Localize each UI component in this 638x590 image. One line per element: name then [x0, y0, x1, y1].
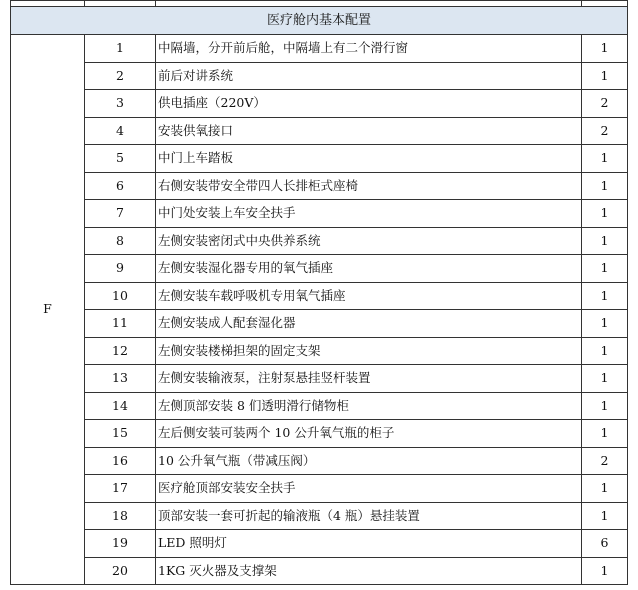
- table-row: [11, 172, 628, 200]
- item-description: 10 公升氧气瓶（带减压阀）: [156, 447, 582, 475]
- row-number: 12: [85, 337, 156, 365]
- table-row: [11, 337, 628, 365]
- table-row: [11, 62, 628, 90]
- item-quantity: 1: [582, 310, 628, 338]
- row-number: 19: [85, 530, 156, 558]
- item-description: 中门处安装上车安全扶手: [156, 200, 582, 228]
- item-description: 左侧安装输液泵，注射泵悬挂竖杆装置: [156, 365, 582, 393]
- table-row: [11, 282, 628, 310]
- row-number: 5: [85, 145, 156, 173]
- row-number: 1: [85, 35, 156, 63]
- row-number: 11: [85, 310, 156, 338]
- config-table: [10, 0, 628, 585]
- table-row: [11, 530, 628, 558]
- item-description: 医疗舱顶部安装安全扶手: [156, 475, 582, 503]
- item-description: 前后对讲系统: [156, 62, 582, 90]
- table-row: [11, 310, 628, 338]
- item-description: 安装供氧接口: [156, 117, 582, 145]
- item-description: 中门上车踏板: [156, 145, 582, 173]
- item-quantity: 1: [582, 200, 628, 228]
- item-description: 右侧安装带安全带四人长排柜式座椅: [156, 172, 582, 200]
- row-number: 3: [85, 90, 156, 118]
- item-description: 左侧顶部安装 8 们透明滑行储物柜: [156, 392, 582, 420]
- table-row: [11, 557, 628, 585]
- section-header-row: [11, 7, 628, 35]
- item-quantity: 1: [582, 172, 628, 200]
- table-row: [11, 475, 628, 503]
- table-row: [11, 90, 628, 118]
- table-row: [11, 117, 628, 145]
- row-number: 14: [85, 392, 156, 420]
- table-row: [11, 392, 628, 420]
- item-description: 1KG 灭火器及支撑架: [156, 557, 582, 585]
- item-description: 供电插座（220V）: [156, 90, 582, 118]
- item-description: 左后侧安装可装两个 10 公升氧气瓶的柜子: [156, 420, 582, 448]
- row-number: 4: [85, 117, 156, 145]
- item-quantity: 1: [582, 557, 628, 585]
- table-row: [11, 365, 628, 393]
- row-number: 9: [85, 255, 156, 283]
- row-number: 13: [85, 365, 156, 393]
- item-description: LED 照明灯: [156, 530, 582, 558]
- row-number: 15: [85, 420, 156, 448]
- item-quantity: 1: [582, 282, 628, 310]
- row-number: 7: [85, 200, 156, 228]
- row-number: 17: [85, 475, 156, 503]
- item-description: 左侧安装楼梯担架的固定支架: [156, 337, 582, 365]
- item-description: 左侧安装车载呼吸机专用氧气插座: [156, 282, 582, 310]
- item-quantity: 2: [582, 90, 628, 118]
- item-description: 左侧安装密闭式中央供养系统: [156, 227, 582, 255]
- item-quantity: 1: [582, 35, 628, 63]
- row-number: 16: [85, 447, 156, 475]
- item-quantity: 6: [582, 530, 628, 558]
- item-quantity: 1: [582, 62, 628, 90]
- item-quantity: 2: [582, 447, 628, 475]
- item-quantity: 1: [582, 392, 628, 420]
- item-description: 顶部安装一套可折起的输液瓶（4 瓶）悬挂装置: [156, 502, 582, 530]
- config-table-body: [11, 1, 628, 585]
- item-quantity: 1: [582, 145, 628, 173]
- item-quantity: 1: [582, 420, 628, 448]
- item-quantity: 1: [582, 475, 628, 503]
- item-quantity: 2: [582, 117, 628, 145]
- item-quantity: 1: [582, 365, 628, 393]
- item-quantity: 1: [582, 255, 628, 283]
- row-number: 18: [85, 502, 156, 530]
- table-row: [11, 227, 628, 255]
- item-quantity: 1: [582, 227, 628, 255]
- item-description: 左侧安装湿化器专用的氧气插座: [156, 255, 582, 283]
- table-row: [11, 420, 628, 448]
- table-row: [11, 200, 628, 228]
- row-number: 2: [85, 62, 156, 90]
- group-label: F: [11, 35, 85, 585]
- table-row: [11, 35, 628, 63]
- item-quantity: 1: [582, 502, 628, 530]
- item-description: 中隔墙，分开前后舱，中隔墙上有二个滑行窗: [156, 35, 582, 63]
- section-title: 医疗舱内基本配置: [11, 7, 628, 35]
- table-row: [11, 145, 628, 173]
- row-number: 20: [85, 557, 156, 585]
- table-row: [11, 255, 628, 283]
- item-description: 左侧安装成人配套湿化器: [156, 310, 582, 338]
- table-row: [11, 502, 628, 530]
- row-number: 8: [85, 227, 156, 255]
- table-row: [11, 447, 628, 475]
- item-quantity: 1: [582, 337, 628, 365]
- row-number: 10: [85, 282, 156, 310]
- row-number: 6: [85, 172, 156, 200]
